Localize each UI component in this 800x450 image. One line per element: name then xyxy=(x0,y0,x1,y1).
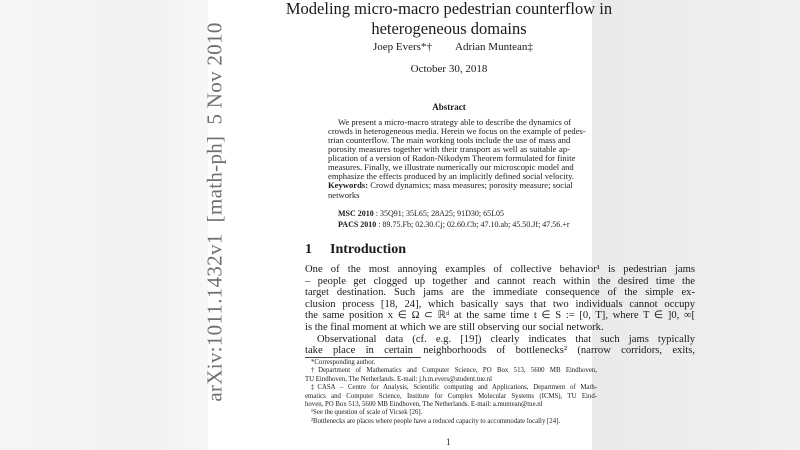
pdf-page xyxy=(208,0,695,450)
keywords-text: Crowd dynamics; mass measures; porosity measure; social xyxy=(370,180,573,190)
footnote-rule xyxy=(305,357,421,358)
arxiv-stamp: arXiv:1011.1432v1 [math-ph] 5 Nov 2010 xyxy=(202,22,227,402)
footnote-line: ematics and Computer Science, Institute for Complex Molecular Systems (ICMS), TU Eind- xyxy=(305,392,597,400)
author-2: Adrian Muntean‡ xyxy=(455,41,533,53)
paper-date: October 30, 2018 xyxy=(410,63,488,75)
body-line: – people get clogged up together and cannot reach within the desired time the xyxy=(305,275,695,287)
abstract-line: trian counterflow. The main working tools include the use of mass and xyxy=(328,135,571,145)
body-line: the same position x ∈ Ω ⊂ ℝᵈ at the same time t ∈ S := [0, T], where T ∈ ]0, ∞[ xyxy=(305,310,695,322)
keywords-label: Keywords: xyxy=(328,180,369,190)
section-number: 1 xyxy=(305,242,312,257)
abstract-heading: Abstract xyxy=(432,102,466,112)
pacs-codes: : 89.75.Fb; 02.30.Cj; 02.60.Cb; 47.10.ab; 45.50.Jf; 47.56.+r xyxy=(376,220,570,229)
body-line: clusion process [18, 24], which basically says that two individuals cannot occupy xyxy=(305,298,695,310)
pacs-line xyxy=(338,221,569,229)
footnote-line: ‡CASA – Centre for Analysis, Scientific computing and Applications, Department of Math- xyxy=(311,384,597,392)
pacs-label: PACS 2010 xyxy=(338,220,377,229)
abstract-line: plication of a version of Radon-Nikodym Theorem formulated for finite xyxy=(328,153,576,163)
body-line: One of the most annoying examples of collective behavior¹ is pedestrian jams xyxy=(305,264,695,275)
footnote-line: *Corresponding author. xyxy=(311,359,376,366)
abstract-line: emphasize the effects produced by an implicitly defined social velocity. xyxy=(328,171,575,181)
msc-codes: : 35Q91; 35L65; 28A25; 91D30; 65L05 xyxy=(373,209,504,218)
abstract-line: measures. Finally, we illustrate numerically our microscopic model and xyxy=(328,162,574,172)
footnote-line: TU Eindhoven, The Netherlands. E-mail: j.h.m.evers@student.tue.nl xyxy=(305,375,492,383)
page-number: 1 xyxy=(446,437,451,447)
paper-title-line-1: Modeling micro-macro pedestrian counterflow in xyxy=(285,0,613,18)
paper-title-line-2: heterogeneous domains xyxy=(371,19,527,38)
footnote-line: †Department of Mathematics and Computer Science, PO Box 513, 5600 MB Eindhoven, xyxy=(311,367,597,375)
abstract-line: We present a micro-macro strategy able to describe the dynamics of xyxy=(338,117,572,127)
body-line: target destination. Such jams are the immediate consequence of the simple ex- xyxy=(305,287,695,299)
section-heading xyxy=(305,243,406,258)
msc-line xyxy=(338,210,504,218)
viewer-background-left xyxy=(0,0,208,450)
footnote-line: ¹See the question of scale of Vicsek [26]. xyxy=(311,409,423,417)
body-line: Observational data (cf. e.g. [19]) clearly indicates that such jams typically xyxy=(317,333,695,345)
msc-label: MSC 2010 xyxy=(338,209,374,218)
author-1: Joep Evers*† xyxy=(373,41,432,53)
keywords-line-2: networks xyxy=(328,190,360,200)
abstract-line: porosity measures together with their transport as well as suitable ap- xyxy=(328,144,570,154)
abstract-line: crowds in heterogeneous media. Herein we focus on the example of pedes- xyxy=(328,126,586,136)
section-title: Introduction xyxy=(330,242,406,257)
body-line: take place in certain neighborhoods of bottlenecks² (narrow corridors, exits, xyxy=(305,345,695,357)
body-line: is the final moment at which we are still observing our social network. xyxy=(305,322,604,333)
footnote-line: hoven, PO Box 513, 5600 MB Eindhoven, The Netherlands. E-mail: a.muntean@tue.nl xyxy=(305,401,543,408)
keywords-line xyxy=(328,180,573,190)
footnote-line: ²Bottlenecks are places where people have a reduced capacity to accommodate locally [24]. xyxy=(311,417,561,425)
